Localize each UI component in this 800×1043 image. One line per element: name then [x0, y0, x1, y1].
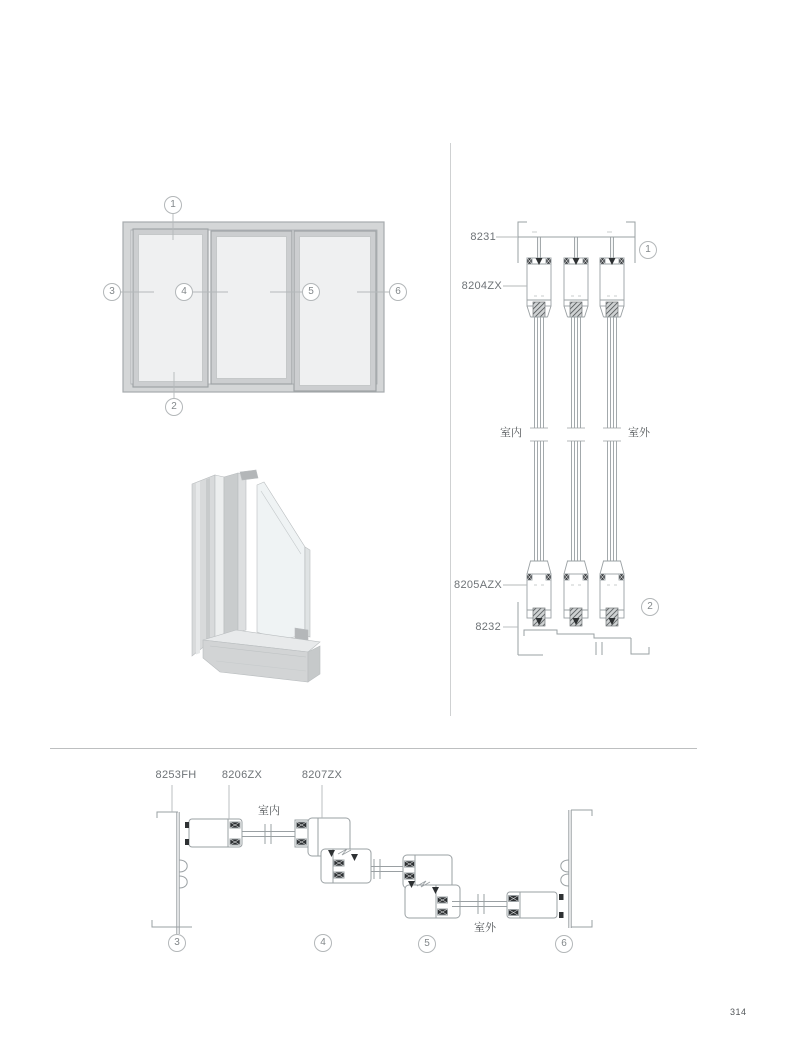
callout-balloon-hs-6: 6 [555, 935, 573, 953]
label-sash-top: 8204ZX [461, 280, 502, 292]
label-top-track: 8231 [470, 231, 496, 243]
page-number: 314 [730, 1007, 747, 1017]
outdoor-label-vertical: 室外 [628, 427, 650, 439]
callout-balloon-5: 5 [302, 283, 320, 301]
callout-balloon-4: 4 [175, 283, 193, 301]
panel2-glazing [371, 859, 403, 879]
callout-balloon-vs-1: 1 [639, 241, 657, 259]
top-track-profile [518, 222, 635, 263]
callout-balloon-vs-2: 2 [641, 598, 659, 616]
right-jamb-profile [561, 810, 592, 928]
sash-column-1 [527, 258, 551, 626]
callout-balloon-hs-5: 5 [418, 935, 436, 953]
vertical-section-drawing [450, 205, 700, 670]
horizontal-section-drawing [40, 760, 700, 960]
elevation-panel-1 [133, 229, 208, 387]
column-divider-line [450, 143, 451, 716]
interlock-junction-1 [308, 818, 371, 883]
callout-balloon-6: 6 [389, 283, 407, 301]
label-sash-stile: 8206ZX [221, 769, 263, 781]
label-jamb: 8253FH [155, 769, 197, 781]
elevation-panel-3 [294, 231, 376, 391]
callout-balloon-1: 1 [164, 196, 182, 214]
callout-balloon-2: 2 [165, 398, 183, 416]
label-interlock: 8207ZX [301, 769, 343, 781]
panel1-stile-and-glazing [185, 819, 308, 847]
indoor-label-vertical: 室内 [500, 427, 522, 439]
section-divider-line [50, 748, 697, 749]
elevation-panel-2 [211, 231, 292, 384]
callout-balloon-hs-4: 4 [314, 934, 332, 952]
interlock-junction-2 [403, 855, 460, 918]
indoor-label-horizontal: 室内 [258, 805, 280, 817]
panel3-glazing-and-stile [452, 892, 564, 918]
callout-balloon-3: 3 [103, 283, 121, 301]
left-jamb-profile [152, 812, 192, 934]
sash-column-2 [564, 258, 588, 626]
label-sash-bottom: 8205AZX [454, 579, 502, 591]
window-elevation-drawing [80, 190, 420, 420]
profile-3d-render [180, 460, 370, 700]
outdoor-label-horizontal: 室外 [474, 922, 496, 934]
sash-column-3 [600, 258, 624, 626]
callout-balloon-hs-3: 3 [168, 934, 186, 952]
label-bottom-track: 8232 [475, 621, 501, 633]
